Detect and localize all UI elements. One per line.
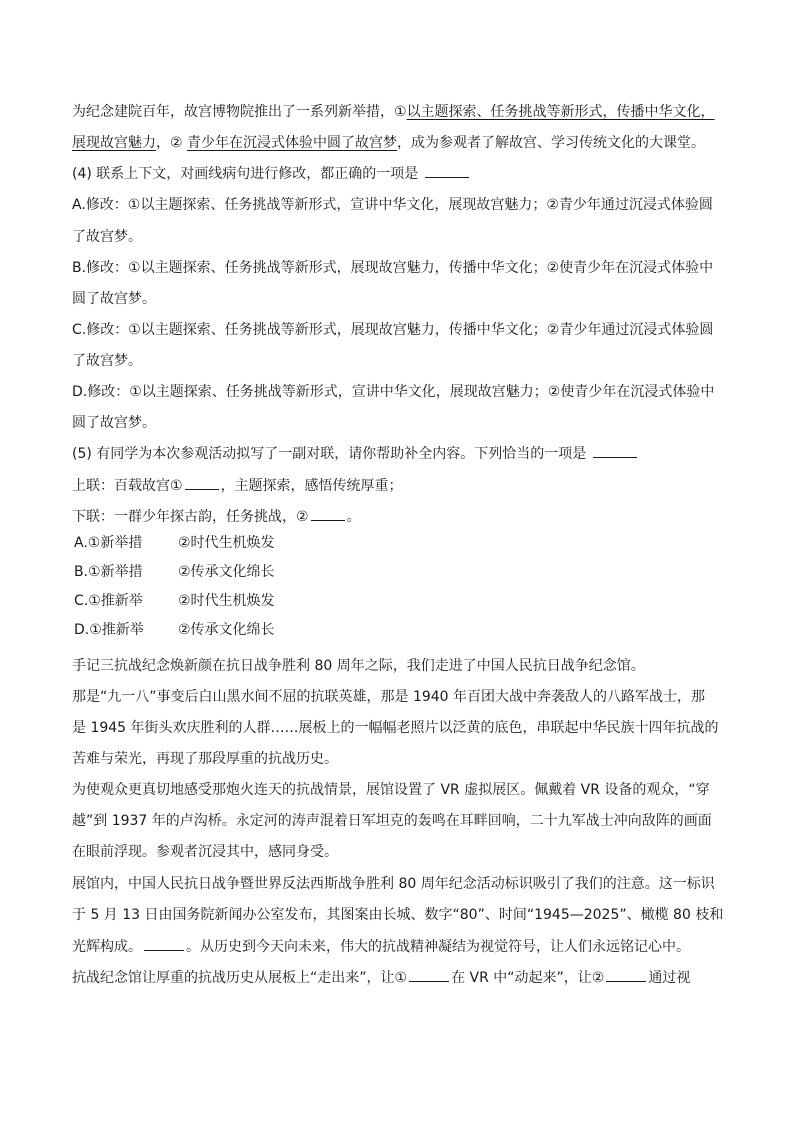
passage-line-11-mid: 在 VR 中“动起来”，让② [451, 970, 605, 986]
option-c-line-2: 了故宫梦。 [72, 353, 142, 369]
intro-text: 为纪念建院百年，故宫博物院推出了一系列新举措， [72, 104, 394, 120]
passage-line-6: 越”到 1937 年的卢沟桥。永定河的涛声混着日军坦克的轰鸣在耳畔回响，二十九军战士冲向敌阵的画面 [72, 813, 712, 829]
passage-blank-2 [606, 967, 646, 982]
question-5-stem [72, 443, 639, 464]
passage-line-11 [72, 967, 690, 988]
passage-line-5: 为使观众更真切地感受那炮火连天的抗战情景，展馆设置了 VR 虚拟展区。佩戴着 VR 设备的观众，“穿 [72, 782, 710, 798]
q5-option-a-part2: ②时代生机焕发 [178, 535, 275, 551]
question-5-text: (5) 有同学为本次参观活动拟写了一副对联，请你帮助补全内容。下列恰当的一项是 [72, 446, 587, 462]
passage-line-10-start: 光辉构成。 [72, 939, 142, 955]
q5-option-b-part2: ②传承文化绵长 [178, 564, 275, 580]
q5-option-c-part1: C.①推新举 [74, 593, 143, 609]
q5-option-d-part1: D.①推新举 [74, 622, 144, 638]
couplet-upper [72, 475, 403, 496]
passage-line-9: 于 5 月 13 日由国务院新闻办公室发布，其图案由长城、数字“80”、时间“1945—2025”、橄榄 80 枝和 [72, 907, 724, 923]
passage-line-10 [72, 936, 690, 957]
underlined-sentence-1-cont: 展现故宫魅力 [72, 135, 156, 151]
intro-line-2 [72, 133, 705, 153]
passage-line-10-end: 。从历史到今天向未来，伟大的抗战精神凝结为视觉符号，让人们永远铭记心中。 [186, 939, 690, 955]
answer-blank [593, 443, 637, 458]
option-b-line-1: B.修改：①以主题探索、任务挑战等新形式，展现故宫魅力，传播中华文化；②使青少年在沉浸式体验中 [72, 260, 714, 276]
passage-line-3: 是 1945 年街头欢庆胜利的人群……展板上的一幅幅老照片以泛黄的底色，串联起中华民族十四年抗战的 [72, 720, 719, 736]
intro-text-end: ，成为参观者了解故宫、学习传统文化的大课堂。 [397, 135, 706, 151]
option-d-line-1: D.修改：①以主题探索、任务挑战等新形式，宣讲中华文化，展现故宫魅力；②使青少年在沉浸式体验中 [72, 384, 715, 400]
option-d-line-2: 圆了故宫梦。 [72, 415, 156, 431]
q5-option-b [74, 562, 275, 582]
q5-option-c [74, 591, 275, 611]
marker-2: ② [170, 135, 183, 151]
comma: ， [156, 135, 170, 151]
passage-line-2: 那是“九一八”事变后白山黑水间不屈的抗联英雄，那是 1940 年百团大战中奔袭敌人的八路军战士，那 [72, 689, 706, 705]
answer-blank [425, 163, 469, 178]
option-b-line-2: 圆了故宫梦。 [72, 291, 156, 307]
passage-line-11-start: 抗战纪念馆让厚重的抗战历史从展板上“走出来”，让① [72, 970, 408, 986]
couplet-upper-start: 上联：百载故宫① [72, 478, 183, 494]
q5-option-d-part2: ②传承文化绵长 [178, 622, 275, 638]
intro-line-1 [72, 102, 715, 122]
option-c-line-1: C.修改：①以主题探索、任务挑战等新形式，展现故宫魅力，传播中华文化；②青少年通过沉浸式体验圆 [72, 322, 714, 338]
couplet-upper-end: ，主题探索，感悟传统厚重； [220, 478, 403, 494]
passage-line-1: 手记三抗战纪念焕新颜在抗日战争胜利 80 周年之际，我们走进了中国人民抗日战争纪念馆。 [72, 658, 645, 674]
q5-option-c-part2: ②时代生机焕发 [178, 593, 275, 609]
question-4-stem [72, 163, 471, 184]
marker-1: ① [394, 104, 407, 120]
couplet-lower-start: 下联：一群少年探古韵，任务挑战，② [72, 509, 309, 525]
passage-line-8: 展馆内，中国人民抗日战争暨世界反法西斯战争胜利 80 周年纪念活动标识吸引了我们的注意。这一标识 [72, 876, 715, 892]
question-4-text: (4) 联系上下文，对画线病句进行修改，都正确的一项是 [72, 166, 419, 182]
couplet-blank-1 [185, 475, 219, 490]
q5-option-b-part1: B.①新举措 [74, 564, 143, 580]
underlined-sentence-1: 以主题探索、任务挑战等新形式，传播中华文化， [406, 104, 715, 120]
q5-option-a [74, 533, 275, 553]
passage-line-7: 在眼前浮现。参观者沉浸其中，感同身受。 [72, 844, 338, 860]
couplet-lower [72, 506, 361, 527]
passage-line-11-end: 通过视 [648, 970, 691, 986]
passage-blank-1 [409, 967, 449, 982]
q5-option-a-part1: A.①新举措 [74, 535, 143, 551]
couplet-blank-2 [311, 506, 345, 521]
option-a-line-1: A.修改：①以主题探索、任务挑战等新形式，宣讲中华文化，展现故宫魅力；②青少年通过沉浸式体验圆 [72, 197, 713, 213]
option-a-line-2: 了故宫梦。 [72, 229, 142, 245]
passage-blank [144, 936, 184, 951]
q5-option-d [74, 620, 275, 640]
passage-line-4: 苦难与荣光，再现了那段厚重的抗战历史。 [72, 751, 338, 767]
couplet-lower-end: 。 [346, 509, 361, 525]
underlined-sentence-2: 青少年在沉浸式体验中圆了故宫梦 [187, 135, 398, 151]
